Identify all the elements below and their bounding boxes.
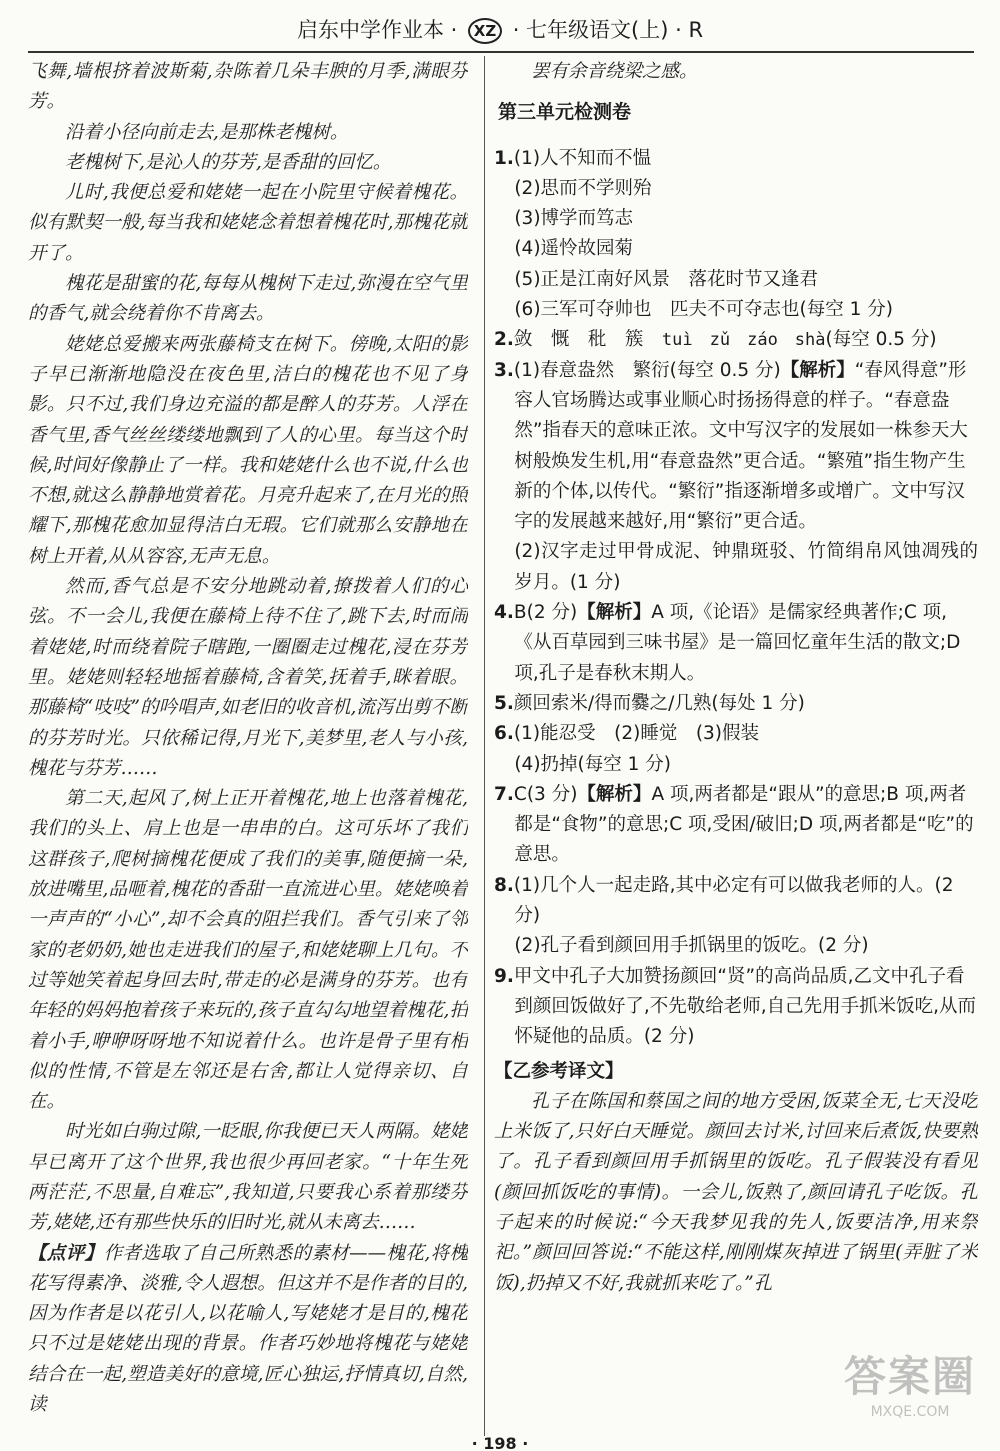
question-number: 9. (494, 965, 514, 987)
answer-line: (4)扔掉(每空 1 分) (514, 753, 672, 775)
analysis-text: “春风得意”形容人官场腾达或事业顺心时扬扬得意的样子。“春意盎然”指春天的意味正浓。文中写汉字的发展如一株参天大树般焕发生机,用“春意盎然”更合适。“繁殖”指生物产生新的个体,以传代。“繁衍”指逐渐增多或增广。文中写汉字的发展越来越好,用“繁衍”更合适。 (514, 359, 968, 533)
translation-title: 【乙参考译文】 (494, 1060, 624, 1082)
question-8 (494, 871, 978, 932)
page-header (0, 10, 1000, 50)
question-7 (494, 780, 978, 871)
comment-paragraph (28, 1239, 468, 1421)
question-number: 7. (494, 783, 514, 805)
analysis-text: A 项,《论语》是儒家经典著作;C 项,《从百草园到三味书屋》是一篇回忆童年生活的散文;D 项,孔子是春秋末期人。 (514, 602, 961, 684)
essay-paragraph: 时光如白驹过隙,一眨眼,你我便已天人两隔。姥姥早已离开了这个世界,我也很少再回老家。“十年生死两茫茫,不思量,自难忘”,我知道,只要我心系着那缕芬芳,姥姥,还有那些快乐的旧时光,就从未离去…… (28, 1121, 468, 1234)
watermark-site: MXQE.COM (870, 1404, 950, 1420)
comment-text: 作者选取了自己所熟悉的素材——槐花,将槐花写得素净、淡雅,令人遐想。但这并不是作者的目的,因为作者是以花引人,以花喻人,写姥姥才是目的,槐花只不过是姥姥出现的背景。作者巧妙地将槐花与姥姥结合在一起,塑造美好的意境,匠心独运,抒情真切,自然,读 (28, 1242, 468, 1416)
question-9 (494, 962, 978, 1053)
question-number: 5. (494, 692, 514, 714)
answer-line: (2)孔子看到颜回用手抓锅里的饭吃。(2 分) (514, 935, 869, 957)
answer-text: (1)几个人一起走路,其中必定有可以做我老师的人。(2 分) (513, 874, 954, 927)
question-number: 6. (494, 723, 514, 745)
essay-paragraph: 儿时,我便总爱和姥姥一起在小院里守候着槐花。似有默契一般,每当我和姥姥念着想着槐花时,那槐花就开了。 (28, 182, 468, 264)
answer-text: 敛 慨 秕 簇 (513, 329, 662, 351)
answer-line: (3)博学而笃志 (514, 208, 634, 230)
answer-line: (6)三军可夺帅也 匹夫不可夺志也(每空 1 分) (514, 299, 894, 321)
answer-text: 甲文中孔子大加赞扬颜回“贤”的高尚品质,乙文中孔子看到颜回饭做好了,不先敬给老师,自己先用手抓米饭吃,从而怀疑他的品质。(2 分) (513, 965, 976, 1048)
score-note: (每空 0.5 分) (825, 329, 937, 351)
column-divider (484, 56, 485, 1436)
question-number: 2. (494, 329, 514, 351)
answer-text: (1)能忍受 (2)睡觉 (3)假装 (513, 723, 760, 745)
comment-tag: 【点评】 (28, 1242, 104, 1264)
analysis-tag: 【解析】 (577, 602, 652, 624)
answer-text: 颜回索米/得而爨之/几熟(每处 1 分) (513, 692, 805, 714)
left-column (28, 57, 468, 1427)
analysis-tag: 【解析】 (780, 359, 855, 381)
answer-line: (5)正是江南好风景 落花时节又逢君 (514, 268, 819, 290)
question-1 (494, 144, 978, 174)
right-column (494, 57, 978, 1427)
page-number: · 198 · (471, 1434, 529, 1451)
answer-text: (1)春意盎然 繁衍(每空 0.5 分) (513, 359, 781, 381)
watermark-mark: 答案圈 (843, 1352, 976, 1401)
question-number: 3. (494, 359, 514, 381)
answer-line: (1)人不知而不愠 (513, 147, 652, 169)
essay-paragraph: 沿着小径向前走去,是那株老槐树。 (65, 121, 349, 143)
answer-line: (2)汉字走过甲骨成泥、钟鼎斑驳、竹简绢帛风蚀凋残的岁月。(1 分) (514, 541, 978, 593)
question-5 (494, 689, 978, 719)
question-4 (494, 598, 978, 689)
section-title: 第三单元检测卷 (498, 101, 632, 124)
series-badge: XZ (468, 18, 502, 44)
question-number: 8. (494, 874, 514, 896)
question-3 (494, 356, 978, 538)
question-number: 4. (494, 602, 514, 624)
essay-paragraph: 然而,香气总是不安分地跳动着,撩拨着人们的心弦。不一会儿,我便在藤椅上待不住了,跳下去,时而闹着姥姥,时而绕着院子瞎跑,一圈圈走过槐花,浸在芬芳里。姥姥则轻轻地摇着藤椅,含着笑,抚着手,眯着眼。那藤椅“吱吱”的吟唱声,如老旧的收音机,流泻出剪不断的芬芳时光。只依稀记得,月光下,美梦里,老人与小孩,槐花与芬芳…… (28, 576, 468, 779)
answer-text: C(3 分) (513, 783, 578, 805)
essay-paragraph: 第二天,起风了,树上正开着槐花,地上也落着槐花,我们的头上、肩上也是一串串的白。这可乐坏了我们这群孩子,爬树摘槐花便成了我们的美事,随便摘一朵,放进嘴里,品咂着,槐花的香甜一直流进心里。姥姥唤着一声声的“小心”,却不会真的阻拦我们。香气引来了邻家的老奶奶,她也走进我们的屋子,和姥姥聊上几句。不过等她笑着起身回去时,带走的必是满身的芬芳。也有年轻的妈妈抱着孩子来玩的,孩子直勾勾地望着槐花,拍着小手,咿咿呀呀地不知说着什么。也许是骨子里有相似的性情,不管是左邻还是右舍,都让人觉得亲切、自在。 (28, 788, 468, 1113)
header-title-right: · 七年级语文(上) · R (512, 18, 704, 42)
answer-text: B(2 分) (513, 602, 578, 624)
question-2 (494, 325, 978, 355)
translation-text: 孔子在陈国和蔡国之间的地方受困,饭菜全无,七天没吃上米饭了,只好白天睡觉。颜回去讨米,讨回来后煮饭,快要熟了。孔子看到颜回用手抓锅里的饭吃。孔子假装没有看见(颜回抓饭吃的事情)。一会儿,饭熟了,颜回请孔子吃饭。孔子起来的时候说:“今天我梦见我的先人,饭要洁净,用来祭祀。”颜回回答说:“不能这样,刚刚煤灰掉进了锅里(弄脏了米饭),扔掉又不好,我就抓来吃了。”孔 (494, 1090, 978, 1294)
watermark-logo (830, 1350, 990, 1440)
essay-paragraph: 老槐树下,是沁人的芬芳,是香甜的回忆。 (65, 151, 392, 173)
answer-line: (4)遥怜故园菊 (514, 238, 634, 260)
analysis-text: A 项,两者都是“跟从”的意思;B 项,两者都是“食物”的意思;C 项,受困/破旧;D 项,两者都是“吃”的意思。 (514, 783, 974, 866)
pinyin-answers: tuì zǔ záo shà (661, 330, 826, 351)
analysis-tag: 【解析】 (577, 783, 652, 805)
question-6 (494, 719, 978, 749)
essay-paragraph: 飞舞,墙根挤着波斯菊,杂陈着几朵丰腴的月季,满眼芬芳。 (28, 61, 468, 113)
header-rule (28, 51, 974, 53)
essay-paragraph: 姥姥总爱搬来两张藤椅支在树下。傍晚,太阳的影子早已渐渐地隐没在夜色里,洁白的槐花也不见了身影。只不过,我们身边充溢的都是醉人的芬芳。人浮在香气里,香气丝丝缕缕地飘到了人的心里。每当这个时候,时间好像静止了一样。我和姥姥什么也不说,什么也不想,就这么静静地赏着花。月亮升起来了,在月光的照耀下,那槐花愈加显得洁白无瑕。它们就那么安静地在树上开着,从从容容,无声无息。 (28, 333, 468, 567)
answer-line: (2)思而不学则殆 (514, 177, 652, 199)
question-number: 1. (494, 147, 514, 169)
essay-paragraph: 槐花是甜蜜的花,每每从槐树下走过,弥漫在空气里的香气,就会绕着你不肯离去。 (28, 273, 468, 325)
header-title-left: 启东中学作业本 · (296, 18, 458, 42)
continuation-text: 罢有余音绕梁之感。 (531, 61, 698, 82)
